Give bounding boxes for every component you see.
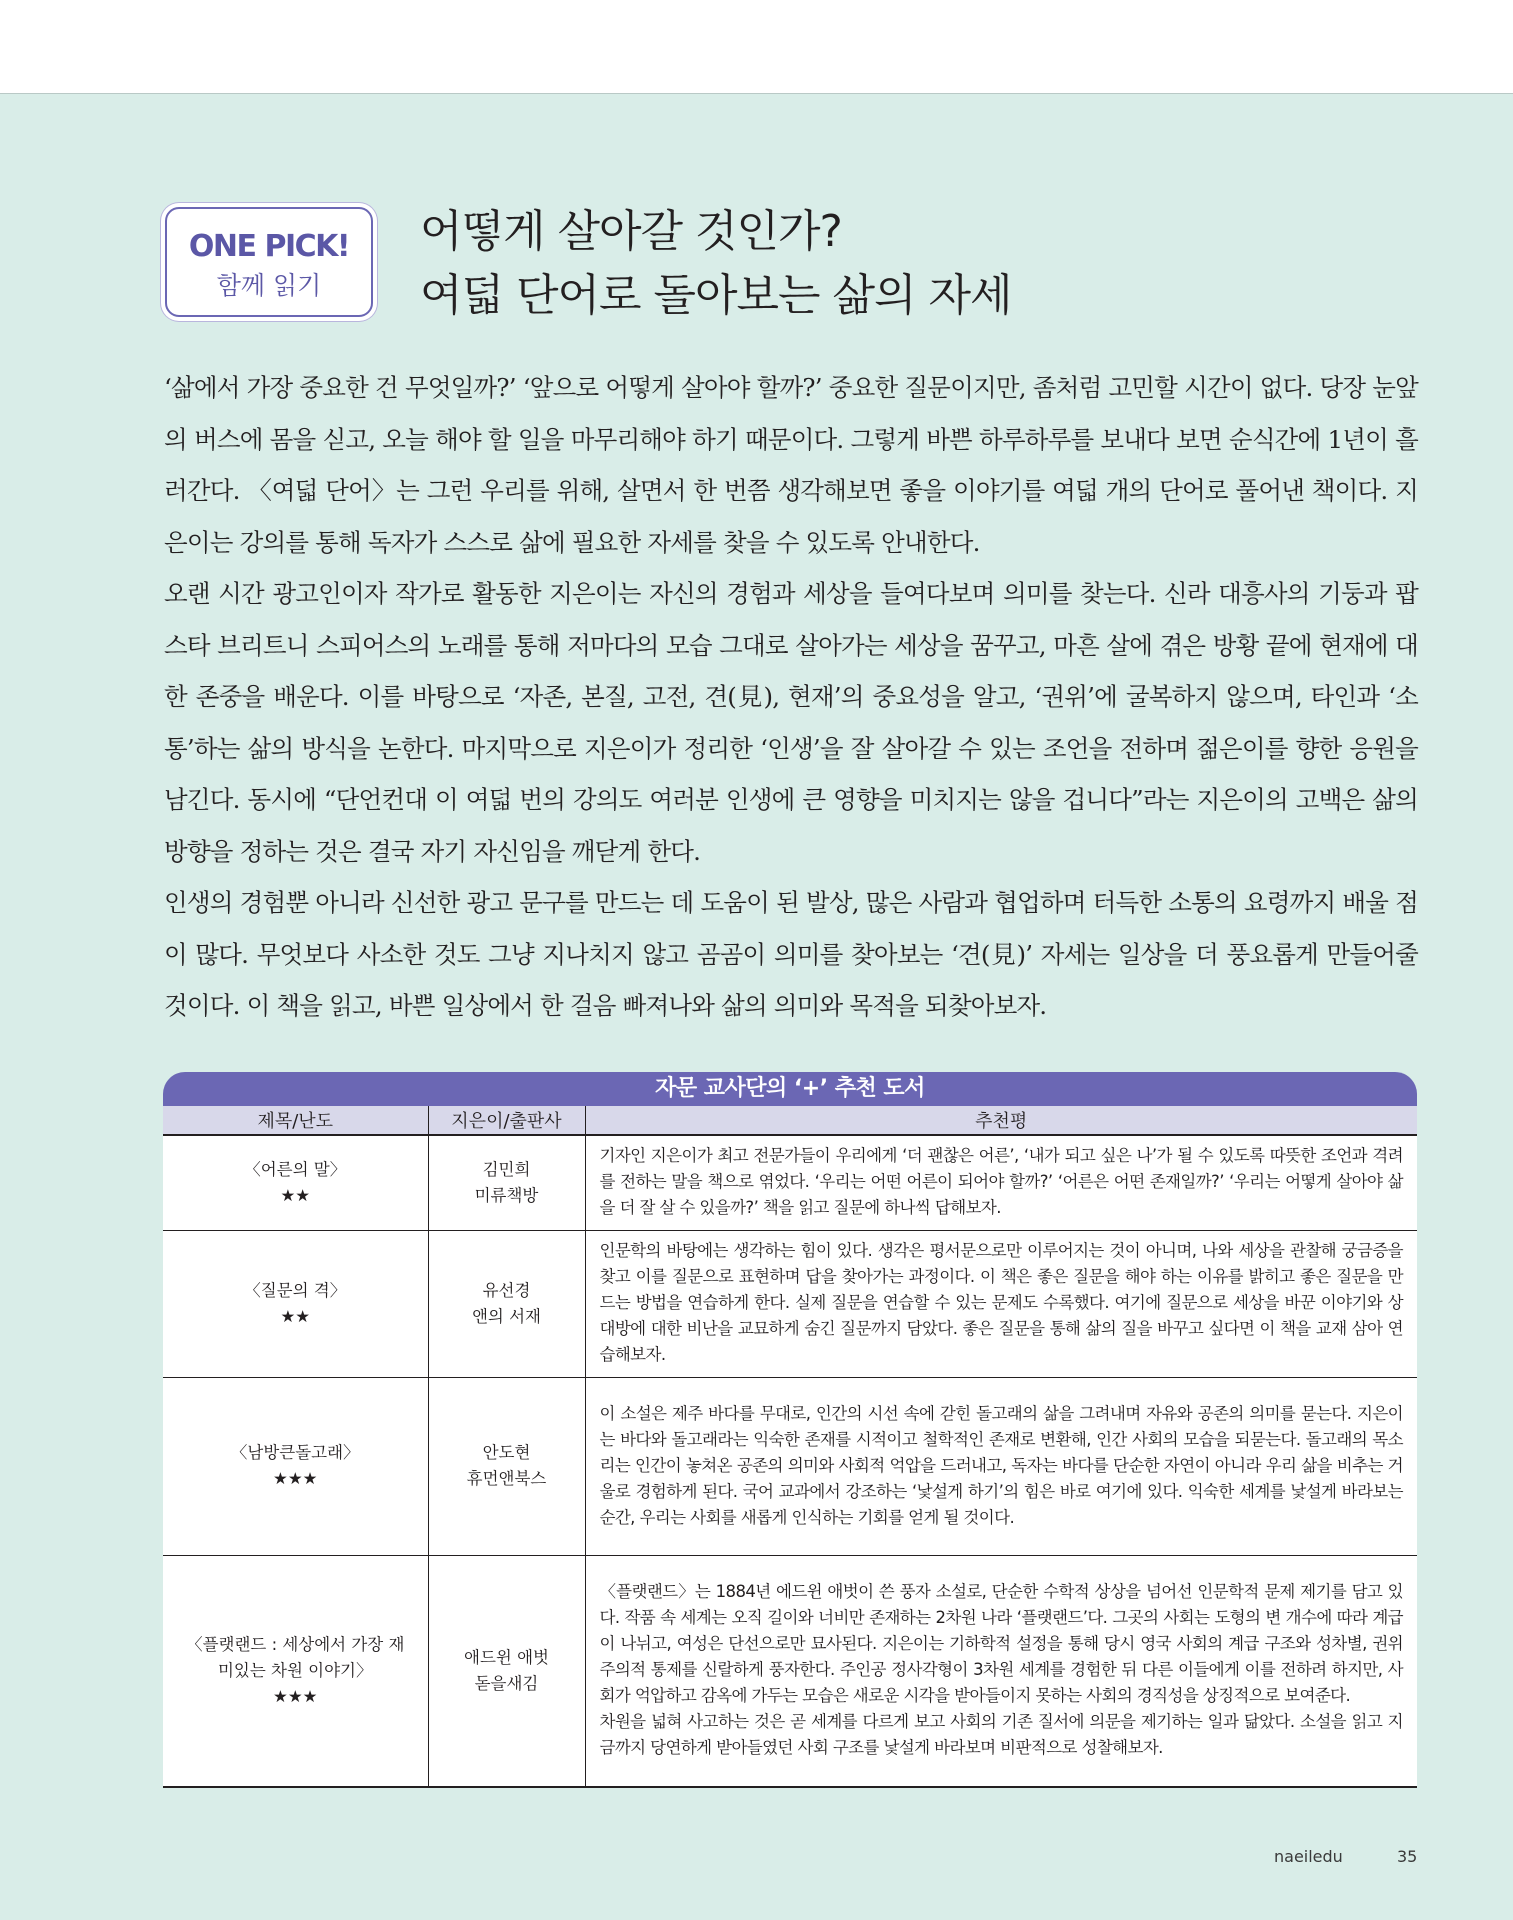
difficulty-stars: ★★ (280, 1306, 311, 1326)
header-review: 추천평 (585, 1106, 1417, 1135)
footer-site: naeiledu (1274, 1847, 1343, 1866)
author-cell (428, 1135, 585, 1230)
page-title (420, 200, 1420, 328)
review-paragraph-1: 〈플랫랜드〉는 1884년 에드윈 애벗이 쓴 풍자 소설로, 단순한 수학적 상상을 넘어선 인문학적 문제 제기를 담고 있다. 작품 속 세계는 오직 길이와 너비만 존재하는 2차원 나라 ‘플랫랜드’다. 그곳의 사회는 도형의 변 개수에 따라 계급이 나뉘고, 여성은 단선으로만 묘사된다. 지은이는 기하학적 설정을 통해 당시 영국 사회의 계급 구조와 성차별, 권위주의적 통제를 신랄하게 풍자한다. 주인공 정사각형이 3차원 세계를 경험한 뒤 다른 이들에게 이를 전하려 하지만, 사회가 억압하고 감옥에 가두는 모습은 새로운 시각을 받아들이지 못하는 사회의 경직성을 상징적으로 보여준다. (599, 1582, 1403, 1706)
difficulty-stars: ★★ (280, 1185, 311, 1205)
book-title-cell (163, 1377, 428, 1555)
difficulty-stars: ★★★ (273, 1686, 318, 1706)
table-row (163, 1135, 1417, 1230)
badge-sublabel: 함께 읽기 (216, 271, 322, 300)
badge-label: ONE PICK! (188, 229, 350, 264)
book-title: 〈어른의 말〉 (244, 1159, 347, 1179)
book-title: 〈남방큰돌고래〉 (230, 1443, 360, 1462)
top-white-band (0, 0, 1513, 94)
difficulty-stars: ★★★ (273, 1469, 318, 1488)
table-header-row (163, 1106, 1417, 1135)
author-name: 유선경 (482, 1280, 531, 1300)
author-name: 애드윈 애벗 (464, 1647, 549, 1667)
publisher-name: 미류책방 (474, 1185, 539, 1205)
review-text: 이 소설은 제주 바다를 무대로, 인간의 시선 속에 갇힌 돌고래의 삶을 그려내며 자유와 공존의 의미를 묻는다. 지은이는 바다와 돌고래라는 익숙한 존재를 시적이고 철학적인 존재로 변환해, 인간 사회의 모습을 되묻는다. 돌고래의 목소리는 인간이 놓쳐온 공존의 의미와 사회적 억압을 드러내고, 독자는 바다를 단순한 자연이 아니라 우리 삶을 비추는 거울로 경험하게 된다. 국어 교과에서 강조하는 ‘낯설게 하기’의 힘은 바로 여기에 있다. 익숙한 세계를 낯설게 바라보는 순간, 우리는 사회를 새롭게 인식하는 기회를 얻게 될 것이다. (585, 1377, 1417, 1555)
author-cell (428, 1555, 585, 1787)
book-title: 〈플랫랜드 : 세상에서 가장 재미있는 차원 이야기〉 (186, 1634, 405, 1680)
table-row (163, 1377, 1417, 1555)
one-pick-badge (165, 207, 373, 317)
author-cell (428, 1377, 585, 1555)
book-title-cell (163, 1230, 428, 1377)
review-paragraph-2: 차원을 넓혀 사고하는 것은 곧 세계를 다르게 보고 사회의 기존 질서에 의문을 제기하는 일과 닮았다. 소설을 읽고 지금까지 당연하게 받아들였던 사회 구조를 낯설게 바라보며 비판적으로 성찰해보자. (599, 1712, 1403, 1758)
author-name: 안도현 (482, 1443, 531, 1462)
publisher-name: 휴먼앤북스 (466, 1469, 547, 1488)
title-line-2: 여덟 단어로 돌아보는 삶의 자세 (420, 270, 1012, 321)
publisher-name: 앤의 서재 (471, 1306, 541, 1326)
title-line-1: 어떻게 살아갈 것인가? (420, 206, 842, 257)
publisher-name: 돋을새김 (474, 1673, 539, 1693)
book-title-cell (163, 1555, 428, 1787)
book-title: 〈질문의 격〉 (244, 1280, 347, 1300)
author-cell (428, 1230, 585, 1377)
review-text (585, 1555, 1417, 1787)
review-text: 인문학의 바탕에는 생각하는 힘이 있다. 생각은 평서문으로만 이루어지는 것이 아니며, 나와 세상을 관찰해 궁금증을 찾고 이를 질문으로 표현하며 답을 찾아가는 과정이다. 이 책은 좋은 질문을 해야 하는 이유를 밝히고 좋은 질문을 만드는 방법을 연습하게 한다. 실제 질문을 연습할 수 있는 문제도 수록했다. 여기에 질문으로 세상을 바꾼 이야기와 상대방에 대한 비난을 교묘하게 숨긴 질문까지 담았다. 좋은 질문을 통해 삶의 질을 바꾸고 싶다면 이 책을 교재 삼아 연습해보자. (585, 1230, 1417, 1377)
book-title-cell (163, 1135, 428, 1230)
header-author-publisher: 지은이/출판사 (428, 1106, 585, 1135)
table-row (163, 1230, 1417, 1377)
page-number: 35 (1397, 1847, 1418, 1866)
review-text: 기자인 지은이가 최고 전문가들이 우리에게 ‘더 괜찮은 어른’, ‘내가 되고 싶은 나’가 될 수 있도록 따뜻한 조언과 격려를 전하는 말을 책으로 엮었다. ‘우리는 어떤 어른이 되어야 할까?’ ‘어른은 어떤 존재일까?’ ‘우리는 어떻게 살아야 삶을 더 잘 살 수 있을까?’ 책을 읽고 질문에 하나씩 답해보자. (585, 1135, 1417, 1230)
table-row (163, 1555, 1417, 1787)
body-paragraph-1: ‘삶에서 가장 중요한 건 무엇일까?’ ‘앞으로 어떻게 살아야 할까?’ 중요한 질문이지만, 좀처럼 고민할 시간이 없다. 당장 눈앞의 버스에 몸을 싣고, 오늘 해야 할 일을 마무리해야 하기 때문이다. 그렇게 바쁜 하루하루를 보내다 보면 순식간에 1년이 흘러간다. 〈여덟 단어〉는 그런 우리를 위해, 살면서 한 번쯤 생각해보면 좋을 이야기를 여덟 개의 단어로 풀어낸 책이다. 지은이는 강의를 통해 독자가 스스로 삶에 필요한 자세를 찾을 수 있도록 안내한다. (164, 373, 1418, 557)
header-title-level: 제목/난도 (163, 1106, 428, 1135)
author-name: 김민희 (482, 1159, 531, 1179)
article-body (164, 362, 1418, 1032)
body-paragraph-2: 오랜 시간 광고인이자 작가로 활동한 지은이는 자신의 경험과 세상을 들여다보며 의미를 찾는다. 신라 대흥사의 기둥과 팝스타 브리트니 스피어스의 노래를 통해 저마다의 모습 그대로 살아가는 세상을 꿈꾸고, 마흔 살에 겪은 방황 끝에 현재에 대한 존중을 배운다. 이를 바탕으로 ‘자존, 본질, 고전, 견(見), 현재’의 중요성을 알고, ‘권위’에 굴복하지 않으며, 타인과 ‘소통’하는 삶의 방식을 논한다. 마지막으로 지은이가 정리한 ‘인생’을 잘 살아갈 수 있는 조언을 전하며 젊은이를 향한 응원을 남긴다. 동시에 “단언컨대 이 여덟 번의 강의도 여러분 인생에 큰 영향을 미치지는 않을 겁니다”라는 지은이의 고백은 삶의 방향을 정하는 것은 결국 자기 자신임을 깨닫게 한다. (164, 579, 1418, 866)
recommended-books-table (163, 1072, 1417, 1788)
table-title: 자문 교사단의 ‘+’ 추천 도서 (163, 1072, 1417, 1106)
body-paragraph-3: 인생의 경험뿐 아니라 신선한 광고 문구를 만드는 데 도움이 된 발상, 많은 사람과 협업하며 터득한 소통의 요령까지 배울 점이 많다. 무엇보다 사소한 것도 그냥 지나치지 않고 곰곰이 의미를 찾아보는 ‘견(見)’ 자세는 일상을 더 풍요롭게 만들어줄 것이다. 이 책을 읽고, 바쁜 일상에서 한 걸음 빠져나와 삶의 의미와 목적을 되찾아보자. (164, 888, 1418, 1020)
